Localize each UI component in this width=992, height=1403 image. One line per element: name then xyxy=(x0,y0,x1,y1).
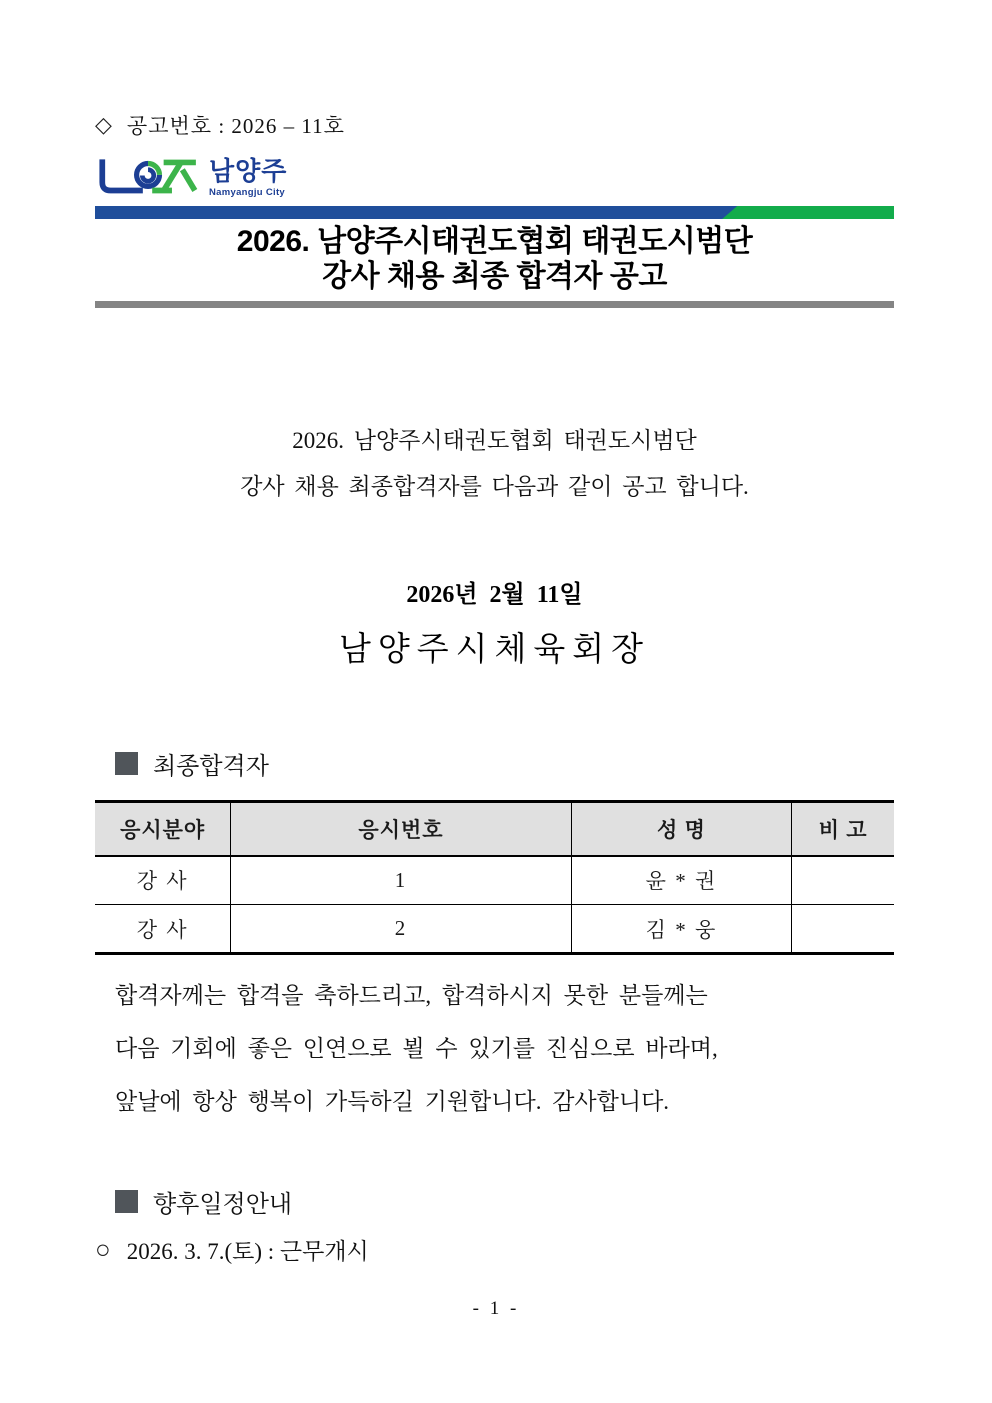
city-logo-text xyxy=(209,158,287,198)
document-title-line1: 2026. 남양주시태권도협회 태권도시범단 xyxy=(236,225,753,258)
city-name-english: Namyangju City xyxy=(209,187,285,198)
cell-name: 윤 * 권 xyxy=(571,856,792,905)
circle-bullet-icon: ○ xyxy=(95,1235,111,1264)
col-header-note: 비 고 xyxy=(792,802,894,856)
closing-line3: 앞날에 항상 행복이 가득하길 기원합니다. 감사합니다. xyxy=(115,1089,670,1114)
table-header-row xyxy=(95,802,894,856)
city-name-korean: 남양주 xyxy=(209,156,288,186)
cell-field: 강 사 xyxy=(95,856,231,905)
issuer-signature: 남양주시체육회장 xyxy=(338,632,651,668)
intro-paragraph xyxy=(95,418,894,510)
banner-bar-green-segment xyxy=(722,206,894,219)
cell-note xyxy=(792,856,894,905)
square-bullet-icon xyxy=(115,1190,138,1213)
namyangju-city-logo xyxy=(95,156,894,204)
section-final-pass-label: 최종합격자 xyxy=(153,754,269,780)
document-title-line2: 강사 채용 최종 합격자 공고 xyxy=(322,260,667,293)
banner-color-bar xyxy=(95,206,894,219)
section-schedule-heading xyxy=(95,1184,894,1219)
title-underline-rule xyxy=(95,301,894,308)
intro-line1: 2026. 남양주시태권도협회 태권도시범단 xyxy=(292,428,697,453)
notice-number-line xyxy=(95,0,894,140)
section-schedule-label: 향후일정안내 xyxy=(153,1192,293,1218)
schedule-item-text: 2026. 3. 7.(토) : 근무개시 xyxy=(126,1239,369,1264)
cell-number: 1 xyxy=(231,856,571,905)
square-bullet-icon xyxy=(115,752,138,775)
closing-line1: 합격자께는 합격을 축하드리고, 합격하시지 못한 분들께는 xyxy=(115,983,708,1008)
final-pass-table xyxy=(95,800,894,955)
cell-field: 강 사 xyxy=(95,905,231,954)
cell-name: 김 * 웅 xyxy=(571,905,792,954)
cell-note xyxy=(792,905,894,954)
col-header-name: 성 명 xyxy=(571,802,792,856)
table-row xyxy=(95,856,894,905)
page-number: - 1 - xyxy=(472,1298,520,1319)
col-header-field: 응시분야 xyxy=(95,802,231,856)
closing-paragraph xyxy=(95,969,894,1128)
col-header-number: 응시번호 xyxy=(231,802,571,856)
city-logo-mark-icon xyxy=(95,156,199,198)
banner-bar-blue-segment xyxy=(95,206,742,219)
closing-line2: 다음 기회에 좋은 인연으로 뵐 수 있기를 진심으로 바라며, xyxy=(115,1036,718,1061)
section-final-pass-heading xyxy=(95,746,894,781)
table-row xyxy=(95,905,894,954)
document-title xyxy=(95,224,894,294)
diamond-bullet-icon: ◇ xyxy=(95,112,113,137)
schedule-item xyxy=(95,1233,894,1266)
intro-line2: 강사 채용 최종합격자를 다음과 같이 공고 합니다. xyxy=(240,474,749,499)
announcement-date: 2026년 2월 11일 xyxy=(406,582,583,608)
notice-number-text: 공고번호 : 2026 – 11호 xyxy=(126,114,345,138)
cell-number: 2 xyxy=(231,905,571,954)
